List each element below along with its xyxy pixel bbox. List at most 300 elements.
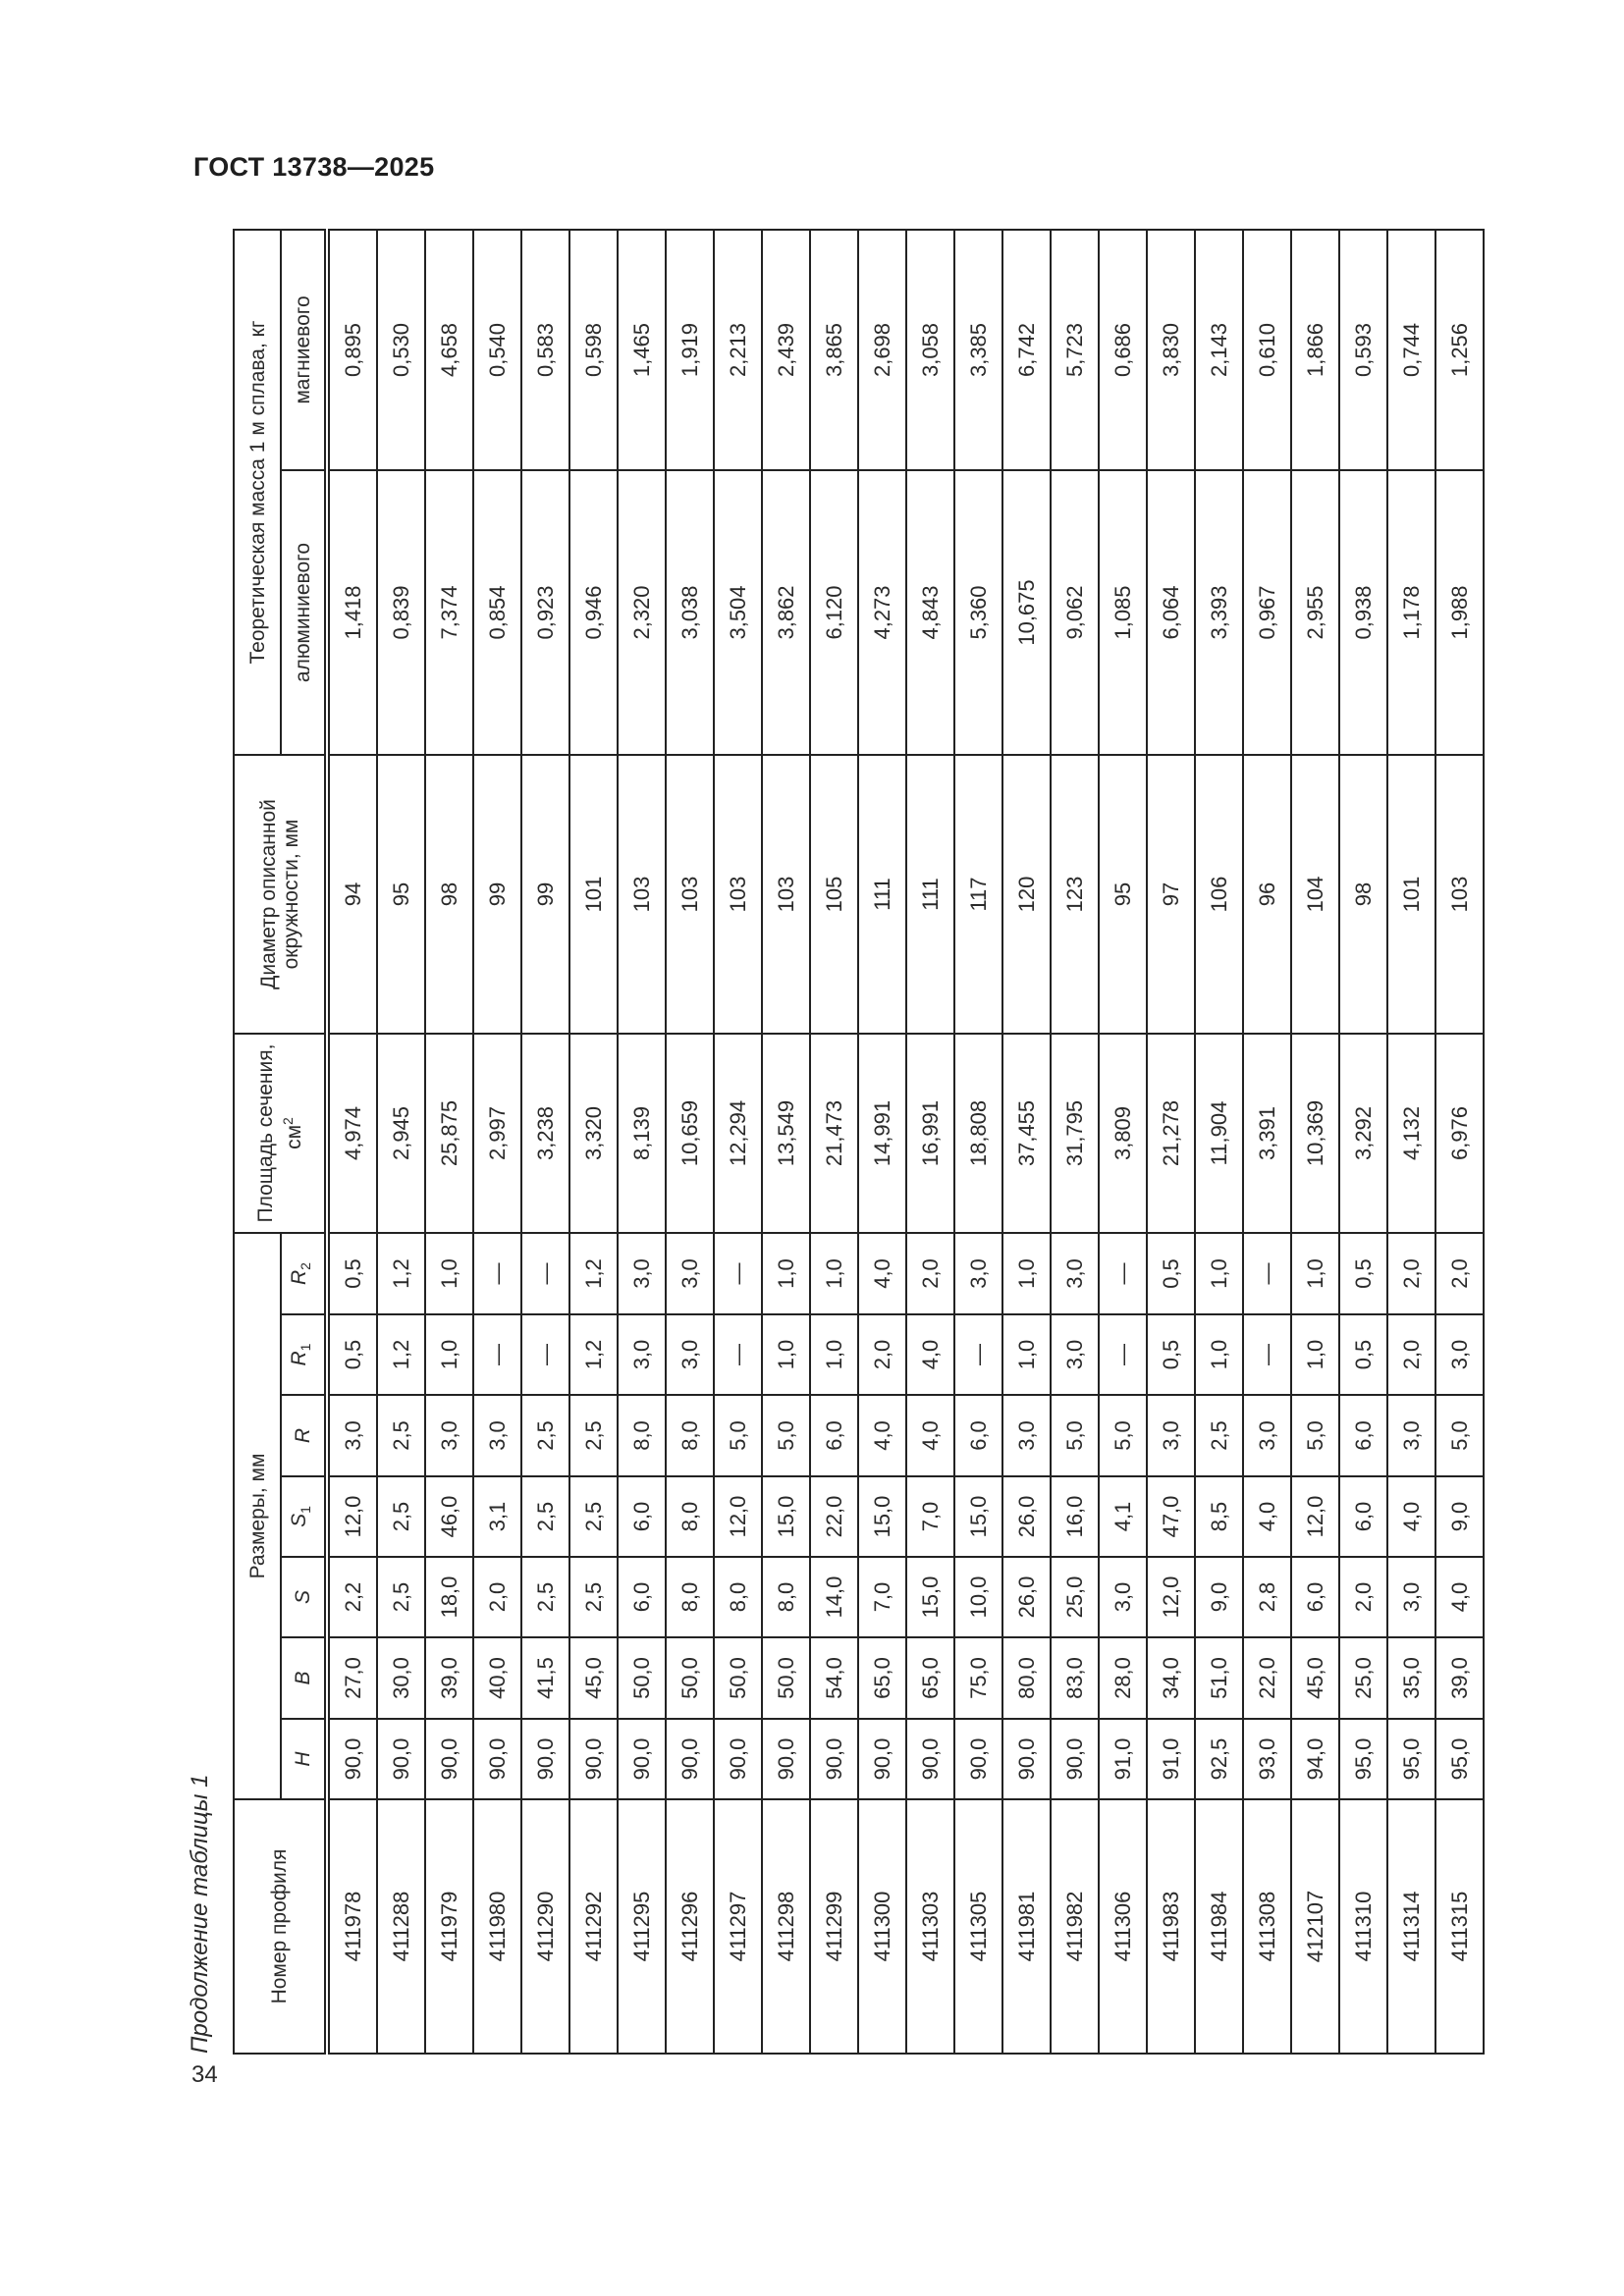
cell-mass-mg: 2,213 bbox=[714, 230, 762, 470]
cell-S1: 8,0 bbox=[666, 1476, 714, 1557]
cell-S: 3,0 bbox=[1387, 1557, 1435, 1637]
cell-diameter: 105 bbox=[810, 755, 858, 1034]
cell-H: 90,0 bbox=[425, 1719, 473, 1799]
table-row bbox=[1339, 230, 1387, 2054]
cell-profile: 411984 bbox=[1195, 1799, 1243, 2054]
cell-H: 90,0 bbox=[377, 1719, 425, 1799]
cell-B: 45,0 bbox=[569, 1637, 618, 1719]
cell-H: 91,0 bbox=[1099, 1719, 1147, 1799]
cell-mass-al: 0,938 bbox=[1339, 470, 1387, 755]
cell-B: 50,0 bbox=[666, 1637, 714, 1719]
table-caption: Продолжение таблицы 1 bbox=[187, 1774, 213, 2054]
cell-area: 2,997 bbox=[473, 1034, 521, 1233]
cell-S: 2,5 bbox=[377, 1557, 425, 1637]
header-profile-number: Номер профиля bbox=[234, 1799, 327, 2054]
cell-B: 54,0 bbox=[810, 1637, 858, 1719]
cell-S1: 15,0 bbox=[858, 1476, 906, 1557]
cell-S: 2,0 bbox=[1339, 1557, 1387, 1637]
cell-S: 2,0 bbox=[473, 1557, 521, 1637]
cell-profile: 411308 bbox=[1243, 1799, 1291, 2054]
cell-mass-mg: 6,742 bbox=[1002, 230, 1051, 470]
cell-R: 8,0 bbox=[618, 1395, 666, 1476]
cell-mass-mg: 0,598 bbox=[569, 230, 618, 470]
cell-S1: 26,0 bbox=[1002, 1476, 1051, 1557]
cell-R2: 1,0 bbox=[810, 1233, 858, 1314]
cell-B: 65,0 bbox=[858, 1637, 906, 1719]
cell-area: 21,278 bbox=[1147, 1034, 1195, 1233]
cell-S1: 16,0 bbox=[1051, 1476, 1099, 1557]
cell-diameter: 103 bbox=[762, 755, 810, 1034]
cell-S: 8,0 bbox=[666, 1557, 714, 1637]
cell-B: 41,5 bbox=[521, 1637, 569, 1719]
cell-diameter: 99 bbox=[521, 755, 569, 1034]
cell-R1: 0,5 bbox=[1147, 1314, 1195, 1395]
cell-profile: 411306 bbox=[1099, 1799, 1147, 2054]
cell-area: 21,473 bbox=[810, 1034, 858, 1233]
cell-H: 94,0 bbox=[1291, 1719, 1339, 1799]
cell-area: 3,238 bbox=[521, 1034, 569, 1233]
cell-area: 10,659 bbox=[666, 1034, 714, 1233]
cell-H: 90,0 bbox=[569, 1719, 618, 1799]
cell-profile: 411980 bbox=[473, 1799, 521, 2054]
cell-R: 6,0 bbox=[954, 1395, 1002, 1476]
cell-B: 83,0 bbox=[1051, 1637, 1099, 1719]
cell-mass-mg: 3,058 bbox=[906, 230, 954, 470]
cell-mass-al: 4,843 bbox=[906, 470, 954, 755]
cell-R: 3,0 bbox=[1387, 1395, 1435, 1476]
document-title: ГОСТ 13738—2025 bbox=[193, 152, 435, 182]
cell-S: 7,0 bbox=[858, 1557, 906, 1637]
cell-profile: 411305 bbox=[954, 1799, 1002, 2054]
cell-B: 22,0 bbox=[1243, 1637, 1291, 1719]
cell-profile: 412107 bbox=[1291, 1799, 1339, 2054]
cell-B: 80,0 bbox=[1002, 1637, 1051, 1719]
cell-R: 5,0 bbox=[1099, 1395, 1147, 1476]
cell-profile: 411978 bbox=[327, 1799, 377, 2054]
cell-profile: 411983 bbox=[1147, 1799, 1195, 2054]
cell-mass-al: 0,854 bbox=[473, 470, 521, 755]
cell-diameter: 103 bbox=[714, 755, 762, 1034]
table-row bbox=[954, 230, 1002, 2054]
cell-S1: 47,0 bbox=[1147, 1476, 1195, 1557]
cell-R: 4,0 bbox=[906, 1395, 954, 1476]
cell-R: 3,0 bbox=[473, 1395, 521, 1476]
cell-S1: 12,0 bbox=[714, 1476, 762, 1557]
cell-R1: — bbox=[473, 1314, 521, 1395]
cell-profile: 411299 bbox=[810, 1799, 858, 2054]
header-diameter: Диаметр описанной окружности, мм bbox=[234, 755, 327, 1034]
cell-mass-mg: 4,658 bbox=[425, 230, 473, 470]
cell-diameter: 95 bbox=[1099, 755, 1147, 1034]
cell-S: 18,0 bbox=[425, 1557, 473, 1637]
spec-table-wrap bbox=[233, 229, 1485, 2055]
cell-R2: — bbox=[714, 1233, 762, 1314]
cell-H: 90,0 bbox=[473, 1719, 521, 1799]
header-area: Площадь сечения, $см^2$ bbox=[234, 1034, 327, 1233]
cell-mass-al: 0,946 bbox=[569, 470, 618, 755]
cell-S: 26,0 bbox=[1002, 1557, 1051, 1637]
cell-S: 2,2 bbox=[327, 1557, 377, 1637]
cell-S1: 15,0 bbox=[954, 1476, 1002, 1557]
cell-mass-mg: 0,583 bbox=[521, 230, 569, 470]
cell-R2: 1,0 bbox=[425, 1233, 473, 1314]
cell-R1: 0,5 bbox=[327, 1314, 377, 1395]
cell-mass-al: 3,393 bbox=[1195, 470, 1243, 755]
cell-B: 35,0 bbox=[1387, 1637, 1435, 1719]
cell-R: 2,5 bbox=[1195, 1395, 1243, 1476]
cell-mass-mg: 3,830 bbox=[1147, 230, 1195, 470]
cell-diameter: 106 bbox=[1195, 755, 1243, 1034]
cell-diameter: 97 bbox=[1147, 755, 1195, 1034]
cell-profile: 411296 bbox=[666, 1799, 714, 2054]
cell-mass-al: 5,360 bbox=[954, 470, 1002, 755]
cell-diameter: 98 bbox=[1339, 755, 1387, 1034]
table-row bbox=[1051, 230, 1099, 2054]
cell-area: 14,991 bbox=[858, 1034, 906, 1233]
cell-profile: 411292 bbox=[569, 1799, 618, 2054]
cell-mass-mg: 1,919 bbox=[666, 230, 714, 470]
cell-profile: 411981 bbox=[1002, 1799, 1051, 2054]
cell-S1: 12,0 bbox=[1291, 1476, 1339, 1557]
header-B: B bbox=[281, 1637, 327, 1719]
cell-S: 3,0 bbox=[1099, 1557, 1147, 1637]
cell-mass-al: 3,038 bbox=[666, 470, 714, 755]
cell-profile: 411982 bbox=[1051, 1799, 1099, 2054]
cell-S: 2,5 bbox=[521, 1557, 569, 1637]
cell-S1: 2,5 bbox=[377, 1476, 425, 1557]
cell-R1: 2,0 bbox=[858, 1314, 906, 1395]
cell-mass-al: 0,839 bbox=[377, 470, 425, 755]
cell-R1: — bbox=[1243, 1314, 1291, 1395]
cell-mass-al: 1,085 bbox=[1099, 470, 1147, 755]
cell-S1: 2,5 bbox=[569, 1476, 618, 1557]
cell-area: 3,320 bbox=[569, 1034, 618, 1233]
cell-mass-al: 6,120 bbox=[810, 470, 858, 755]
table-row bbox=[569, 230, 618, 2054]
cell-mass-al: 1,178 bbox=[1387, 470, 1435, 755]
cell-R: 2,5 bbox=[521, 1395, 569, 1476]
cell-R1: 1,0 bbox=[1291, 1314, 1339, 1395]
cell-B: 25,0 bbox=[1339, 1637, 1387, 1719]
cell-S: 10,0 bbox=[954, 1557, 1002, 1637]
table-row bbox=[1387, 230, 1435, 2054]
cell-S: 15,0 bbox=[906, 1557, 954, 1637]
cell-profile: 411290 bbox=[521, 1799, 569, 2054]
cell-area: 31,795 bbox=[1051, 1034, 1099, 1233]
cell-B: 39,0 bbox=[425, 1637, 473, 1719]
cell-R2: 1,0 bbox=[762, 1233, 810, 1314]
header-R: R bbox=[281, 1395, 327, 1476]
cell-mass-mg: 0,593 bbox=[1339, 230, 1387, 470]
cell-R2: 3,0 bbox=[666, 1233, 714, 1314]
cell-R1: 3,0 bbox=[666, 1314, 714, 1395]
cell-S1: 8,5 bbox=[1195, 1476, 1243, 1557]
table-row bbox=[1002, 230, 1051, 2054]
cell-area: 16,991 bbox=[906, 1034, 954, 1233]
cell-B: 50,0 bbox=[762, 1637, 810, 1719]
table-row bbox=[1147, 230, 1195, 2054]
cell-R2: 1,2 bbox=[569, 1233, 618, 1314]
cell-R: 5,0 bbox=[1051, 1395, 1099, 1476]
cell-R2: 3,0 bbox=[618, 1233, 666, 1314]
table-row bbox=[1435, 230, 1484, 2054]
cell-R: 3,0 bbox=[327, 1395, 377, 1476]
cell-profile: 411979 bbox=[425, 1799, 473, 2054]
cell-diameter: 103 bbox=[1435, 755, 1484, 1034]
cell-H: 90,0 bbox=[1002, 1719, 1051, 1799]
cell-B: 50,0 bbox=[714, 1637, 762, 1719]
header-mass-aluminum: алюминиевого bbox=[281, 470, 327, 755]
cell-mass-mg: 2,698 bbox=[858, 230, 906, 470]
table-row bbox=[618, 230, 666, 2054]
header-S1: $S_1$ bbox=[281, 1476, 327, 1557]
profile-spec-table bbox=[233, 229, 1485, 2055]
cell-R1: — bbox=[714, 1314, 762, 1395]
cell-mass-mg: 0,610 bbox=[1243, 230, 1291, 470]
cell-diameter: 111 bbox=[906, 755, 954, 1034]
cell-R2: 2,0 bbox=[906, 1233, 954, 1314]
cell-area: 13,549 bbox=[762, 1034, 810, 1233]
cell-R1: 1,2 bbox=[569, 1314, 618, 1395]
cell-H: 90,0 bbox=[858, 1719, 906, 1799]
cell-R1: 1,0 bbox=[425, 1314, 473, 1395]
cell-area: 11,904 bbox=[1195, 1034, 1243, 1233]
cell-R2: — bbox=[1099, 1233, 1147, 1314]
cell-diameter: 96 bbox=[1243, 755, 1291, 1034]
cell-R: 8,0 bbox=[666, 1395, 714, 1476]
table-row bbox=[1243, 230, 1291, 2054]
cell-B: 39,0 bbox=[1435, 1637, 1484, 1719]
cell-R: 4,0 bbox=[858, 1395, 906, 1476]
cell-S: 6,0 bbox=[1291, 1557, 1339, 1637]
cell-S1: 9,0 bbox=[1435, 1476, 1484, 1557]
cell-R1: 2,0 bbox=[1387, 1314, 1435, 1395]
cell-mass-al: 6,064 bbox=[1147, 470, 1195, 755]
header-mass-group: Теоретическая масса 1 м сплава, кг bbox=[234, 230, 281, 755]
cell-S1: 4,0 bbox=[1243, 1476, 1291, 1557]
table-row bbox=[906, 230, 954, 2054]
cell-S1: 46,0 bbox=[425, 1476, 473, 1557]
cell-profile: 411314 bbox=[1387, 1799, 1435, 2054]
cell-mass-mg: 2,143 bbox=[1195, 230, 1243, 470]
cell-H: 90,0 bbox=[521, 1719, 569, 1799]
cell-mass-al: 1,418 bbox=[327, 470, 377, 755]
cell-mass-al: 2,955 bbox=[1291, 470, 1339, 755]
cell-R2: 3,0 bbox=[954, 1233, 1002, 1314]
header-mass-magnesium: магниевого bbox=[281, 230, 327, 470]
cell-S: 14,0 bbox=[810, 1557, 858, 1637]
table-body bbox=[327, 230, 1484, 2054]
cell-B: 30,0 bbox=[377, 1637, 425, 1719]
cell-mass-al: 10,675 bbox=[1002, 470, 1051, 755]
cell-mass-mg: 2,439 bbox=[762, 230, 810, 470]
table-row bbox=[714, 230, 762, 2054]
cell-profile: 411298 bbox=[762, 1799, 810, 2054]
cell-R: 5,0 bbox=[1435, 1395, 1484, 1476]
cell-R2: 1,2 bbox=[377, 1233, 425, 1314]
cell-mass-mg: 0,540 bbox=[473, 230, 521, 470]
cell-R2: 3,0 bbox=[1051, 1233, 1099, 1314]
cell-mass-mg: 0,744 bbox=[1387, 230, 1435, 470]
cell-H: 90,0 bbox=[810, 1719, 858, 1799]
cell-R2: 2,0 bbox=[1435, 1233, 1484, 1314]
cell-R2: — bbox=[521, 1233, 569, 1314]
cell-area: 8,139 bbox=[618, 1034, 666, 1233]
cell-R1: 1,0 bbox=[762, 1314, 810, 1395]
cell-R: 5,0 bbox=[1291, 1395, 1339, 1476]
cell-B: 51,0 bbox=[1195, 1637, 1243, 1719]
cell-H: 90,0 bbox=[618, 1719, 666, 1799]
cell-B: 50,0 bbox=[618, 1637, 666, 1719]
header-H: H bbox=[281, 1719, 327, 1799]
table-row bbox=[858, 230, 906, 2054]
cell-diameter: 98 bbox=[425, 755, 473, 1034]
cell-diameter: 117 bbox=[954, 755, 1002, 1034]
cell-R1: 3,0 bbox=[1051, 1314, 1099, 1395]
cell-S: 8,0 bbox=[762, 1557, 810, 1637]
cell-H: 95,0 bbox=[1435, 1719, 1484, 1799]
table-row bbox=[327, 230, 377, 2054]
cell-diameter: 103 bbox=[618, 755, 666, 1034]
cell-profile: 411310 bbox=[1339, 1799, 1387, 2054]
cell-R2: 0,5 bbox=[1147, 1233, 1195, 1314]
cell-B: 45,0 bbox=[1291, 1637, 1339, 1719]
cell-profile: 411315 bbox=[1435, 1799, 1484, 2054]
cell-B: 34,0 bbox=[1147, 1637, 1195, 1719]
cell-area: 18,808 bbox=[954, 1034, 1002, 1233]
cell-area: 37,455 bbox=[1002, 1034, 1051, 1233]
cell-profile: 411300 bbox=[858, 1799, 906, 2054]
table-row bbox=[762, 230, 810, 2054]
header-dimensions-group: Размеры, мм bbox=[234, 1233, 281, 1799]
cell-R1: 0,5 bbox=[1339, 1314, 1387, 1395]
cell-S: 2,5 bbox=[569, 1557, 618, 1637]
cell-profile: 411303 bbox=[906, 1799, 954, 2054]
cell-R: 5,0 bbox=[762, 1395, 810, 1476]
header-R1: $R_1$ bbox=[281, 1314, 327, 1395]
cell-mass-mg: 1,465 bbox=[618, 230, 666, 470]
cell-R2: — bbox=[1243, 1233, 1291, 1314]
cell-R1: 4,0 bbox=[906, 1314, 954, 1395]
cell-S: 25,0 bbox=[1051, 1557, 1099, 1637]
cell-R: 3,0 bbox=[425, 1395, 473, 1476]
cell-diameter: 120 bbox=[1002, 755, 1051, 1034]
cell-mass-al: 3,504 bbox=[714, 470, 762, 755]
cell-R1: 1,0 bbox=[1195, 1314, 1243, 1395]
cell-diameter: 101 bbox=[1387, 755, 1435, 1034]
cell-H: 91,0 bbox=[1147, 1719, 1195, 1799]
cell-mass-mg: 5,723 bbox=[1051, 230, 1099, 470]
cell-R2: — bbox=[473, 1233, 521, 1314]
cell-S1: 4,1 bbox=[1099, 1476, 1147, 1557]
table-row bbox=[473, 230, 521, 2054]
cell-mass-al: 0,923 bbox=[521, 470, 569, 755]
cell-S1: 15,0 bbox=[762, 1476, 810, 1557]
cell-mass-al: 3,862 bbox=[762, 470, 810, 755]
cell-H: 93,0 bbox=[1243, 1719, 1291, 1799]
cell-B: 40,0 bbox=[473, 1637, 521, 1719]
cell-B: 75,0 bbox=[954, 1637, 1002, 1719]
cell-area: 10,369 bbox=[1291, 1034, 1339, 1233]
cell-R1: — bbox=[954, 1314, 1002, 1395]
cell-S1: 2,5 bbox=[521, 1476, 569, 1557]
table-row bbox=[1099, 230, 1147, 2054]
page-number: 34 bbox=[191, 2061, 218, 2088]
table-row bbox=[521, 230, 569, 2054]
cell-S1: 6,0 bbox=[618, 1476, 666, 1557]
header-S: S bbox=[281, 1557, 327, 1637]
cell-R: 3,0 bbox=[1147, 1395, 1195, 1476]
cell-S1: 6,0 bbox=[1339, 1476, 1387, 1557]
table-row bbox=[377, 230, 425, 2054]
cell-B: 27,0 bbox=[327, 1637, 377, 1719]
cell-mass-mg: 1,256 bbox=[1435, 230, 1484, 470]
cell-mass-al: 0,967 bbox=[1243, 470, 1291, 755]
cell-R1: 1,0 bbox=[1002, 1314, 1051, 1395]
table-row bbox=[810, 230, 858, 2054]
cell-R2: 1,0 bbox=[1195, 1233, 1243, 1314]
cell-R2: 4,0 bbox=[858, 1233, 906, 1314]
cell-profile: 411295 bbox=[618, 1799, 666, 2054]
cell-H: 90,0 bbox=[666, 1719, 714, 1799]
cell-B: 65,0 bbox=[906, 1637, 954, 1719]
table-row bbox=[1195, 230, 1243, 2054]
cell-S1: 4,0 bbox=[1387, 1476, 1435, 1557]
cell-S: 4,0 bbox=[1435, 1557, 1484, 1637]
table-row bbox=[425, 230, 473, 2054]
cell-mass-al: 4,273 bbox=[858, 470, 906, 755]
cell-mass-mg: 1,866 bbox=[1291, 230, 1339, 470]
cell-profile: 411297 bbox=[714, 1799, 762, 2054]
cell-S: 8,0 bbox=[714, 1557, 762, 1637]
cell-R2: 0,5 bbox=[327, 1233, 377, 1314]
cell-H: 90,0 bbox=[1051, 1719, 1099, 1799]
cell-R2: 1,0 bbox=[1291, 1233, 1339, 1314]
cell-R: 2,5 bbox=[569, 1395, 618, 1476]
cell-R: 6,0 bbox=[810, 1395, 858, 1476]
cell-diameter: 111 bbox=[858, 755, 906, 1034]
cell-S: 12,0 bbox=[1147, 1557, 1195, 1637]
cell-R1: 1,0 bbox=[810, 1314, 858, 1395]
cell-R1: — bbox=[1099, 1314, 1147, 1395]
cell-mass-mg: 3,865 bbox=[810, 230, 858, 470]
cell-H: 90,0 bbox=[954, 1719, 1002, 1799]
cell-diameter: 101 bbox=[569, 755, 618, 1034]
cell-diameter: 123 bbox=[1051, 755, 1099, 1034]
cell-R: 3,0 bbox=[1002, 1395, 1051, 1476]
cell-B: 28,0 bbox=[1099, 1637, 1147, 1719]
table-row bbox=[1291, 230, 1339, 2054]
cell-H: 92,5 bbox=[1195, 1719, 1243, 1799]
cell-area: 12,294 bbox=[714, 1034, 762, 1233]
cell-mass-al: 2,320 bbox=[618, 470, 666, 755]
header-R2: $R_2$ bbox=[281, 1233, 327, 1314]
cell-H: 95,0 bbox=[1339, 1719, 1387, 1799]
cell-area: 4,132 bbox=[1387, 1034, 1435, 1233]
cell-diameter: 104 bbox=[1291, 755, 1339, 1034]
cell-diameter: 95 bbox=[377, 755, 425, 1034]
cell-profile: 411288 bbox=[377, 1799, 425, 2054]
cell-S: 6,0 bbox=[618, 1557, 666, 1637]
cell-diameter: 94 bbox=[327, 755, 377, 1034]
cell-mass-mg: 0,686 bbox=[1099, 230, 1147, 470]
cell-diameter: 99 bbox=[473, 755, 521, 1034]
cell-mass-mg: 3,385 bbox=[954, 230, 1002, 470]
cell-R: 2,5 bbox=[377, 1395, 425, 1476]
cell-area: 3,391 bbox=[1243, 1034, 1291, 1233]
cell-area: 2,945 bbox=[377, 1034, 425, 1233]
cell-area: 6,976 bbox=[1435, 1034, 1484, 1233]
